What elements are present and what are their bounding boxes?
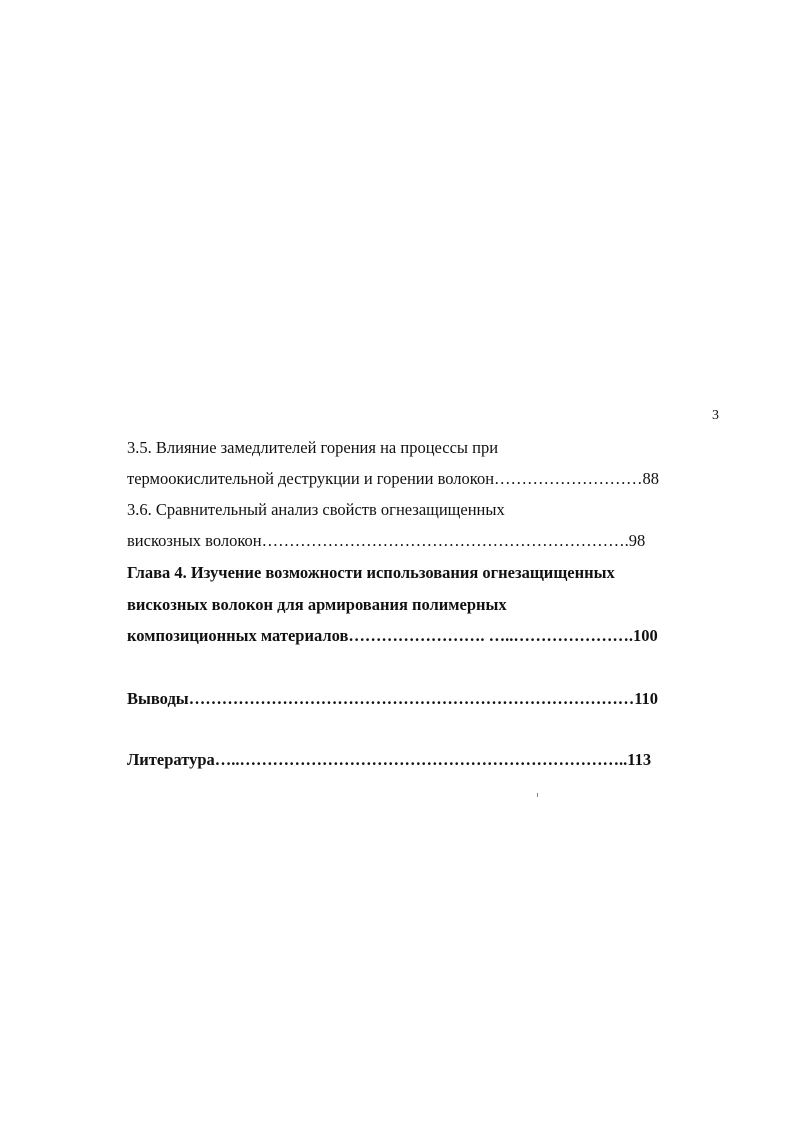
scan-speck xyxy=(537,793,538,797)
toc-chapter-4-line-1: Глава 4. Изучение возможности использования огнезащищенных xyxy=(127,563,615,582)
page-number: 3 xyxy=(712,408,719,423)
toc-chapter-4-line-2: вискозных волокон для армирования полимерных xyxy=(127,595,507,614)
toc-entry-3-6-line-2: вискозных волокон………………………………………………………….98 xyxy=(127,531,646,550)
toc-conclusions: Выводы………………………………………………………………………110 xyxy=(127,689,659,708)
toc-chapter-4-line-3: композиционных материалов……………………. …..………………….100 xyxy=(127,626,658,645)
toc-entry-3-5-line-1: 3.5. Влияние замедлителей горения на процессы при xyxy=(127,438,499,457)
toc-entry-3-6-line-1: 3.6. Сравнительный анализ свойств огнезащищенных xyxy=(127,500,505,519)
toc-entry-3-5-line-2: термоокислительной деструкции и горении волокон………………………88 xyxy=(127,469,660,488)
toc-references: Литература…..……………………………………………………………..113 xyxy=(127,750,652,769)
